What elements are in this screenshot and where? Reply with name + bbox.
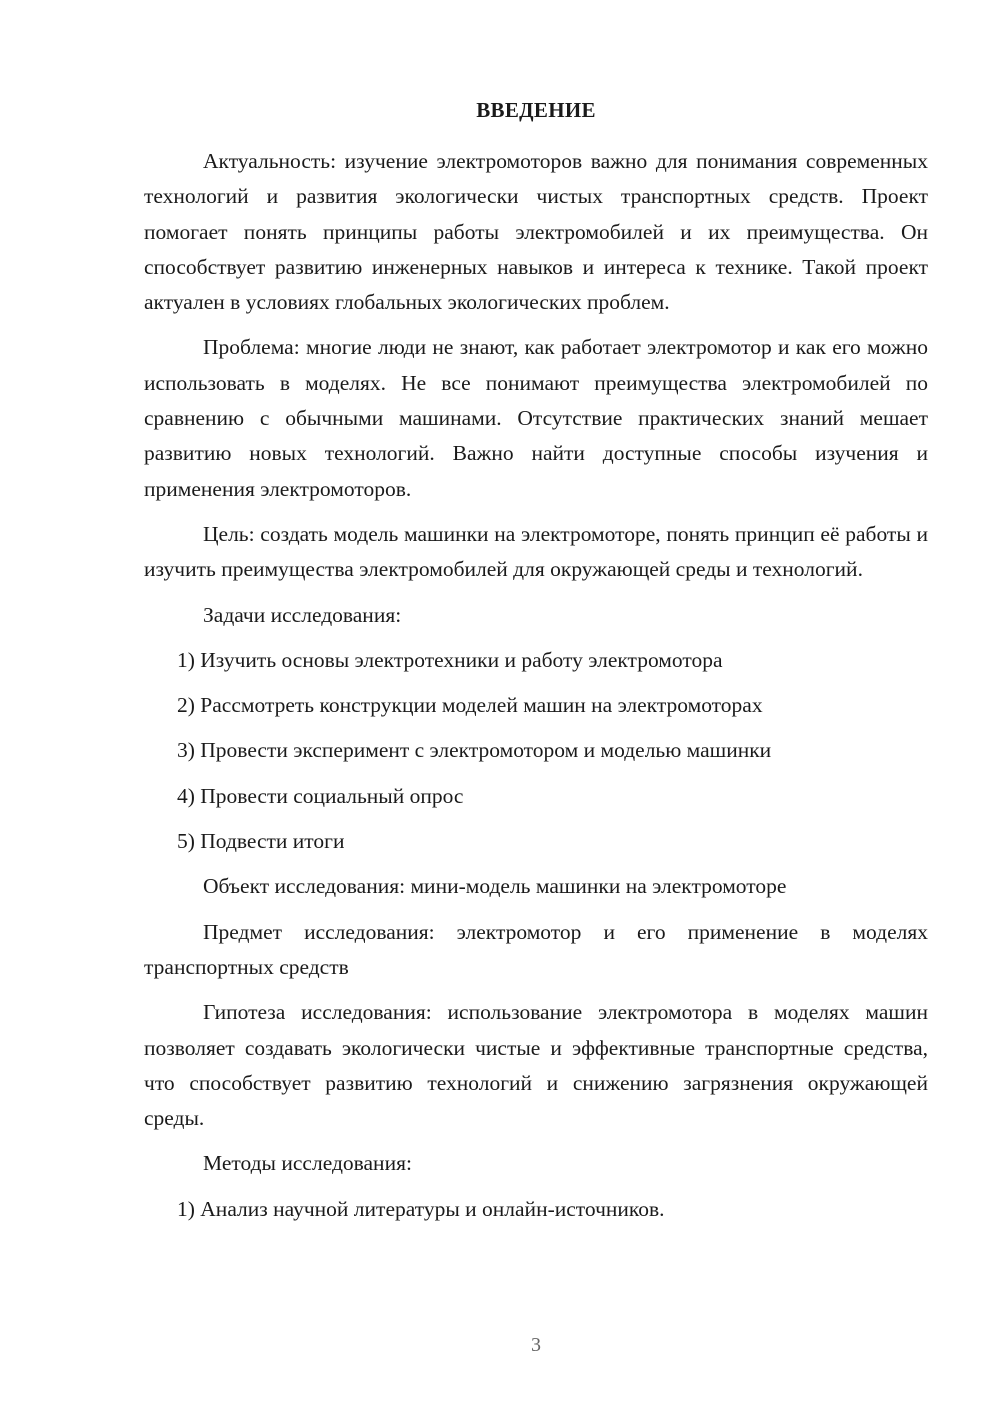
task-item: 2) Рассмотреть конструкции моделей машин на электромоторах	[177, 693, 763, 718]
object-paragraph: Объект исследования: мини-модель машинки на электромоторе	[203, 874, 787, 899]
methods-list	[144, 1192, 928, 1227]
section-heading: ВВЕДЕНИЕ	[476, 98, 596, 122]
task-item: 5) Подвести итоги	[177, 829, 345, 854]
task-item: 1) Изучить основы электротехники и работу электромотора	[177, 647, 723, 672]
page-number: 3	[531, 1334, 541, 1356]
methods-heading: Методы исследования:	[203, 1151, 412, 1176]
goal-paragraph: Цель: создать модель машинки на электромоторе, понять принцип её работы и изучить преимущества электромобилей для окружающей среды и технологий.	[144, 521, 928, 582]
subject-paragraph: Предмет исследования: электромотор и его применение в моделях транспортных средств	[144, 919, 928, 979]
tasks-list	[144, 643, 928, 859]
problem-paragraph: Проблема: многие люди не знают, как работает электромотор и как его можно использовать в моделях. Не все понимают преимущества электромобилей по сравнению с обычными машинами. Отсутствие практических знаний мешает развитию новых технологий. Важно найти доступные способы изучения и применения электромоторов.	[144, 335, 928, 501]
hypothesis-paragraph: Гипотеза исследования: использование электромотора в моделях машин позволяет создавать экологически чистые и эффективные транспортные средства, что способствует развитию технологий и снижению загрязнения окружающей среды.	[144, 1000, 928, 1131]
tasks-heading: Задачи исследования:	[203, 602, 402, 627]
relevance-paragraph: Актуальность: изучение электромоторов важно для понимания современных технологий и развития экологически чистых транспортных средств. Проект помогает понять принципы работы электромобилей и их преимущества. Он способствует развитию инженерных навыков и интереса к технике. Такой проект актуален в условиях глобальных экологических проблем.	[144, 149, 928, 315]
task-item: 3) Провести эксперимент с электромотором и моделью машинки	[177, 738, 772, 763]
document-body	[144, 144, 928, 1237]
method-item: 1) Анализ научной литературы и онлайн-источников.	[177, 1196, 665, 1221]
task-item: 4) Провести социальный опрос	[177, 783, 464, 808]
